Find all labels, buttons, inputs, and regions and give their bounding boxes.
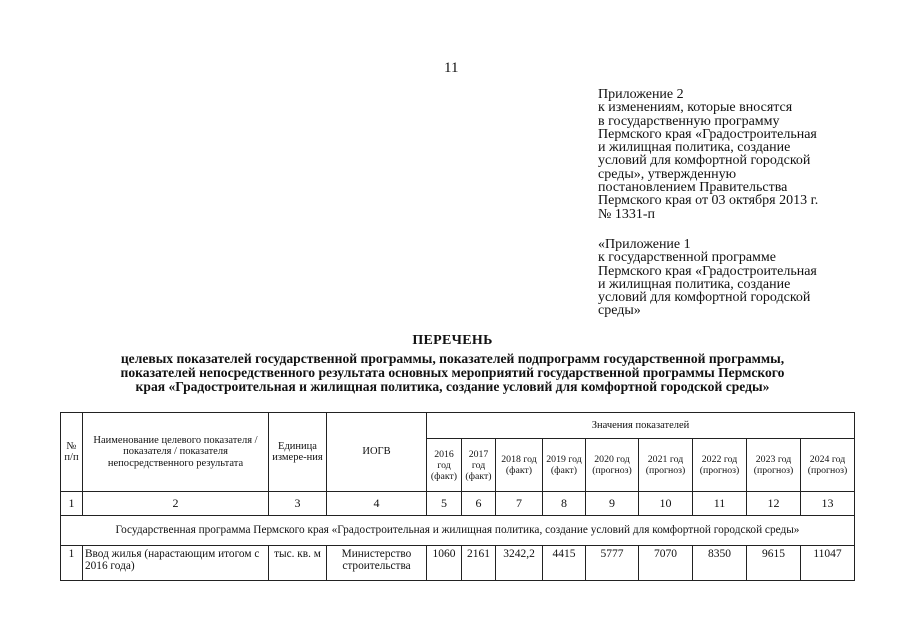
subtitle-line: края «Градостроительная и жилищная политика, создание условий для комфортной городской среды» (135, 379, 770, 394)
column-number: 5 (427, 492, 462, 516)
header-year: 2018 год (факт) (496, 439, 543, 492)
annex-2-line: среды», утвержденную (598, 166, 737, 182)
header-year: 2020 год (прогноз) (586, 439, 639, 492)
column-number: 13 (801, 492, 855, 516)
header-unit: Единица измере-ния (269, 413, 327, 492)
row-value: 4415 (543, 546, 586, 581)
header-name: Наименование целевого показателя / показателя / показателя непосредственного результата (83, 413, 269, 492)
column-number: 3 (269, 492, 327, 516)
row-value: 2161 (462, 546, 496, 581)
annex-2-line: и жилищная политика, создание (598, 140, 791, 156)
row-indicator-name: Ввод жилья (нарастающим итогом с 2016 года) (83, 546, 269, 581)
page-number: 11 (444, 60, 459, 76)
header-num: № п/п (61, 413, 83, 492)
row-value: 11047 (801, 546, 855, 581)
program-title: Государственная программа Пермского края «Градостроительная и жилищная политика, создание условий для комфортной городской среды» (61, 516, 855, 546)
column-number: 9 (586, 492, 639, 516)
column-number: 6 (462, 492, 496, 516)
annex-2-block (598, 88, 898, 221)
column-numbers-row (61, 492, 855, 516)
row-value: 3242,2 (496, 546, 543, 581)
annex-2-line: Пермского края от 03 октября 2013 г. (598, 193, 819, 209)
annex-1-line: к государственной программе (598, 250, 776, 266)
column-number: 10 (639, 492, 693, 516)
annex-2-line: Пермского края «Градостроительная (598, 126, 817, 142)
column-number: 7 (496, 492, 543, 516)
annex-1-line: и жилищная политика, создание (598, 276, 791, 292)
annex-2-line: условий для комфортной городской (598, 153, 811, 169)
indicators-table (60, 412, 855, 581)
header-iogv: ИОГВ (327, 413, 427, 492)
row-value: 9615 (747, 546, 801, 581)
annex-2-line: № 1331-п (598, 206, 656, 222)
column-number: 2 (83, 492, 269, 516)
document-subtitle (30, 352, 875, 394)
column-number: 4 (327, 492, 427, 516)
row-value: 1060 (427, 546, 462, 581)
header-year: 2019 год (факт) (543, 439, 586, 492)
header-year: 2024 год (прогноз) (801, 439, 855, 492)
column-number: 12 (747, 492, 801, 516)
table-row (61, 546, 855, 581)
column-number: 11 (693, 492, 747, 516)
program-row (61, 516, 855, 546)
row-value: 7070 (639, 546, 693, 581)
annex-1-block (598, 238, 898, 318)
row-value: 8350 (693, 546, 747, 581)
header-year: 2016 год (факт) (427, 439, 462, 492)
annex-1-line: «Приложение 1 (598, 237, 691, 252)
row-iogv: Министерство строительства (327, 546, 427, 581)
column-number: 8 (543, 492, 586, 516)
annex-2-line: постановлением Правительства (598, 180, 788, 196)
header-year: 2023 год (прогноз) (747, 439, 801, 492)
header-values-group: Значения показателей (427, 413, 855, 439)
column-number: 1 (61, 492, 83, 516)
subtitle-line: целевых показателей государственной программы, показателей подпрограмм государственной программы, (120, 351, 785, 366)
annex-1-line: среды» (598, 303, 641, 319)
annex-1-line: условий для комфортной городской (598, 290, 811, 306)
header-year: 2022 год (прогноз) (693, 439, 747, 492)
annex-2-line: к изменениям, которые вносятся (598, 100, 793, 116)
row-value: 5777 (586, 546, 639, 581)
row-num: 1 (61, 546, 83, 581)
annex-2-line: Приложение 2 (598, 87, 684, 102)
document-title: ПЕРЕЧЕНЬ (412, 333, 493, 348)
annex-2-line: в государственную программу (598, 113, 780, 129)
annex-1-line: Пермского края «Градостроительная (598, 263, 817, 279)
header-year: 2017 год (факт) (462, 439, 496, 492)
header-year: 2021 год (прогноз) (639, 439, 693, 492)
row-unit: тыс. кв. м (269, 546, 327, 581)
subtitle-line: показателей непосредственного результата основных мероприятий государственной программы Пермского (120, 365, 785, 380)
